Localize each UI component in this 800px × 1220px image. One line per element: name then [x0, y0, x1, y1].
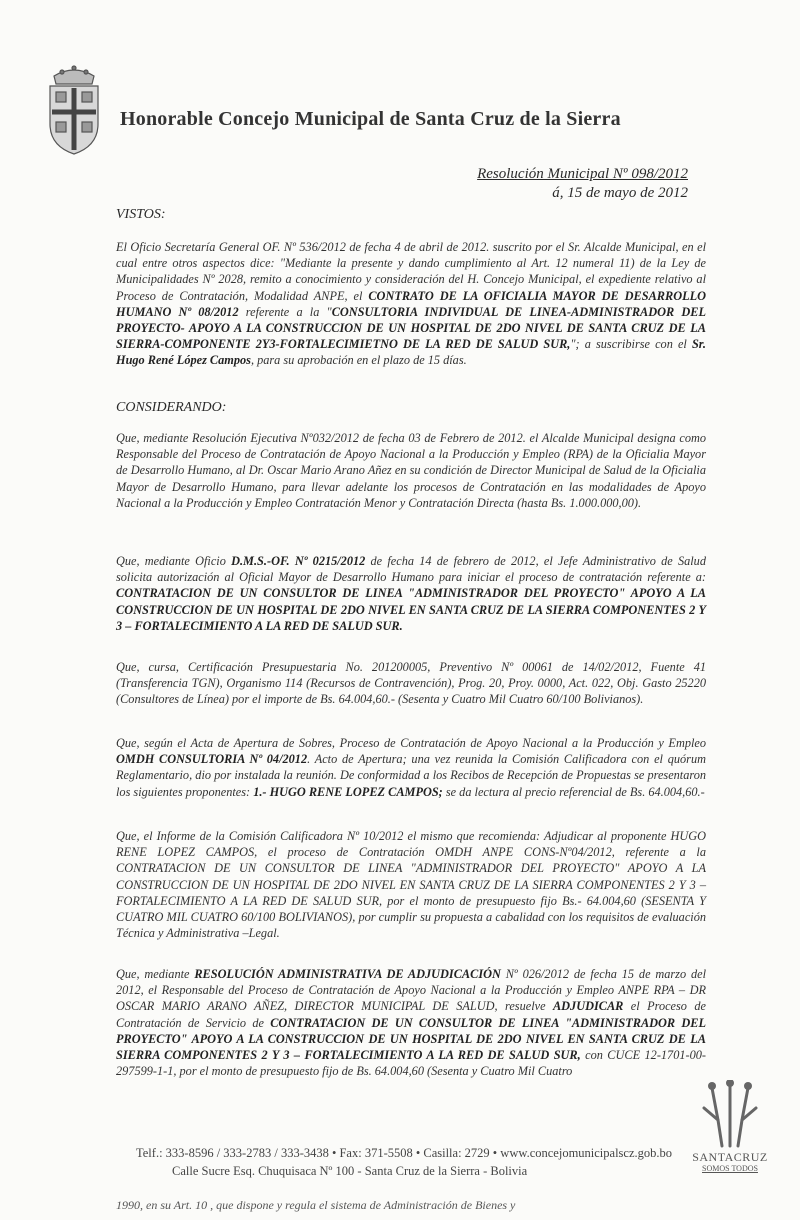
resolution-date: á, 15 de mayo de 2012	[552, 185, 688, 201]
text-run: Nº 026/2012 de fecha 15 de marzo del 2012, el Responsable del Proceso de Contratación de Apoyo Nacional a la Producción y Empleo ANPE RPA – DR OSCAR MARIO ARANO AÑEZ, DIRECTOR MUNICIPAL DE SALUD, resuelve	[116, 967, 706, 1014]
text-run: . Acto de Apertura; una vez reunida la Comisión Calificadora con el quórum Reglamentario, dio por instalada la reunión. De conformidad a los Recibos de Recepción de Propuestas se presentaron los siguientes proponentes:	[116, 752, 706, 799]
text-run: "; a suscribirse con el	[570, 337, 692, 352]
bold-run: Sr. Hugo René López Campos	[116, 337, 706, 368]
text-run: con CUCE 12-1701-00-297599-1-1, por el monto de presupuesto fijo de Bs. 64.004,60 (Sesenta y Cuatro Mil Cuatro	[116, 1048, 706, 1079]
text-run: se da lectura al precio referencial de Bs. 64.004,60.-	[442, 784, 705, 799]
paragraph-considerando-3	[116, 659, 706, 708]
logo-text: SANTACRUZ	[692, 1150, 768, 1164]
bold-run: D.M.S.-OF. Nº 0215/2012	[231, 554, 366, 568]
considerando-heading: CONSIDERANDO:	[116, 400, 227, 415]
logo-subtext: SOMOS TODOS	[702, 1164, 758, 1173]
bold-run: OMDH CONSULTORIA Nº 04/2012	[116, 752, 308, 767]
footer-address: Calle Sucre Esq. Chuquisaca Nº 100 - Santa Cruz de la Sierra - Bolivia	[172, 1164, 528, 1178]
resolution-number: Resolución Municipal Nº 098/2012	[477, 166, 688, 182]
cut-off-next-page-text: 1990, en su Art. 10 , que dispone y regula el sistema de Administración de Bienes y	[116, 1198, 516, 1212]
bold-run: CONTRATACION DE UN CONSULTOR DE LINEA "ADMINISTRADOR DEL PROYECTO" APOYO A LA CONSTRUCCION DE UN HOSPITAL DE 2DO NIVEL EN SANTA CRUZ DE LA SIERRA COMPONENTES 2 Y 3 – FORTALECIMIENTO A LA RED DE SALUD SUR.	[116, 586, 706, 633]
text-run: El Oficio Secretaría General OF. Nº 536/2012 de fecha 4 de abril de 2012. suscrito por el Sr. Alcalde Municipal, en el cual entre otros aspectos dice: "Mediante la presente y dando cumplimiento al Art. 12 numeral 11) de la Ley de Municipalidades Nº 2028, remito a conocimiento y consideración del H. Concejo Municipal, el expediente relativo al Proceso de Contratación, Modalidad ANPE, el	[116, 240, 706, 303]
santacruz-logo-icon	[700, 1080, 760, 1150]
paragraph-considerando-6	[116, 966, 706, 1079]
bold-run: RESOLUCIÓN ADMINISTRATIVA DE ADJUDICACIÓN	[194, 967, 501, 981]
text-run: Que, según el Acta de Apertura de Sobres, Proceso de Contratación de Apoyo Nacional a la Producción y Empleo	[116, 736, 706, 750]
bold-run: 1.- HUGO RENE LOPEZ CAMPOS;	[253, 784, 443, 799]
vistos-heading: VISTOS:	[116, 207, 166, 222]
bold-run: ADJUDICAR	[552, 999, 624, 1014]
bold-run: CONSULTORIA INDIVIDUAL DE LINEA-ADMINISTRADOR DEL PROYECTO- APOYO A LA CONSTRUCCION DE UN HOSPITAL DE 2DO NIVEL DE SANTA CRUZ DE LA SIERRA-COMPONENTE 2Y3-FORTALECIMIETNO DE LA RED DE SALUD SUR,	[116, 304, 706, 352]
paragraph-considerando-4	[116, 735, 706, 800]
text-run: Que, cursa, Certificación Presupuestaria No. 201200005, Preventivo Nº 00061 de 14/02/2012, Fuente 41 (Transferencia TGN), Organismo 114 (Recursos de Contravención), Prog. 20, Proy. 0000, Act. 022, Obj. Gasto 25220 (Consultores de Línea) por el importe de Bs. 64.004,60.- (Sesenta y Cuatro Mil Cuatro 60/100 Bolivianos).	[116, 660, 706, 707]
text-run: , para su aprobación en el plazo de 15 días.	[250, 353, 467, 368]
organization-name: Honorable Concejo Municipal de Santa Cruz de la Sierra	[120, 108, 621, 130]
paragraph-considerando-2	[116, 553, 706, 634]
paragraph-vistos	[116, 239, 706, 369]
text-run: el Proceso de Contratación de Servicio de	[116, 999, 706, 1030]
bold-run: CONTRATACION DE UN CONSULTOR DE LINEA "ADMINISTRADOR DEL PROYECTO" APOYO A LA CONSTRUCCION DE UN HOSPITAL DE 2DO NIVEL EN SANTA CRUZ DE LA SIERRA COMPONENTES 2 Y 3 – FORTALECIMIENTO A LA RED DE SALUD SUR,	[116, 1015, 706, 1063]
text-run: Que, el Informe de la Comisión Calificadora Nº 10/2012 el mismo que recomienda: Adjudicar al proponente HUGO RENE LOPEZ CAMPOS, el proceso de Contratación OMDH ANPE CONS-Nº04/2012, referente a la CONTRATACION DE UN CONSULTOR DE LINEA "ADMINISTRADOR DEL PROYECTO" APOYO A LA CONSTRUCCION DE UN HOSPITAL DE 2DO NIVEL EN SANTA CRUZ DE LA SIERRA COMPONENTES 2 Y 3 – FORTALECIMIENTO A LA RED DE SALUD SUR, por el monto de presupuesto fijo Bs.- 64.004,60 (SESENTA Y CUATRO MIL CUATRO 60/100 BOLIVIANOS), por cumplir su propuesta a cabalidad con los requisitos de evaluación Técnica y Administrativa –Legal.	[116, 829, 706, 941]
paragraph-considerando-1	[116, 430, 706, 511]
bold-run: CONTRATO DE LA OFICIALIA MAYOR DE DESARROLLO HUMANO Nº 08/2012	[116, 288, 706, 319]
paragraph-considerando-5	[116, 828, 706, 941]
text-run: de fecha 14 de febrero de 2012, el Jefe Administrativo de Salud solicita autorización al Oficial Mayor de Desarrollo Humano para iniciar el proceso de contratación referente a:	[116, 554, 706, 585]
text-run: referente a la "	[238, 304, 332, 319]
text-run: Que, mediante Resolución Ejecutiva Nº032/2012 de fecha 03 de Febrero de 2012. el Alcalde Municipal designa como Responsable del Proceso de Contratación de Apoyo Nacional a la Producción y Empleo (RPA) de la Oficialia Mayor de Desarrollo Humano, al Dr. Oscar Mario Arano Añez en su condición de Director Municipal de Salud de la Oficialia Mayor de Desarrollo Humano, para llevar adelante los procesos de Contratación en las modalidades de Apoyo Nacional a la Producción y Empleo Contratación Menor y Contratación Directa (hasta Bs. 1.000.000,00).	[116, 431, 706, 510]
text-run: Que, mediante Oficio	[116, 554, 232, 568]
text-run: Que, mediante	[116, 967, 195, 981]
municipal-crest-icon	[44, 62, 104, 156]
footer-contact: Telf.: 333-8596 / 333-2783 / 333-3438 • Fax: 371-5508 • Casilla: 2729 • www.concejomunicipalscz.gob.bo	[136, 1146, 673, 1160]
